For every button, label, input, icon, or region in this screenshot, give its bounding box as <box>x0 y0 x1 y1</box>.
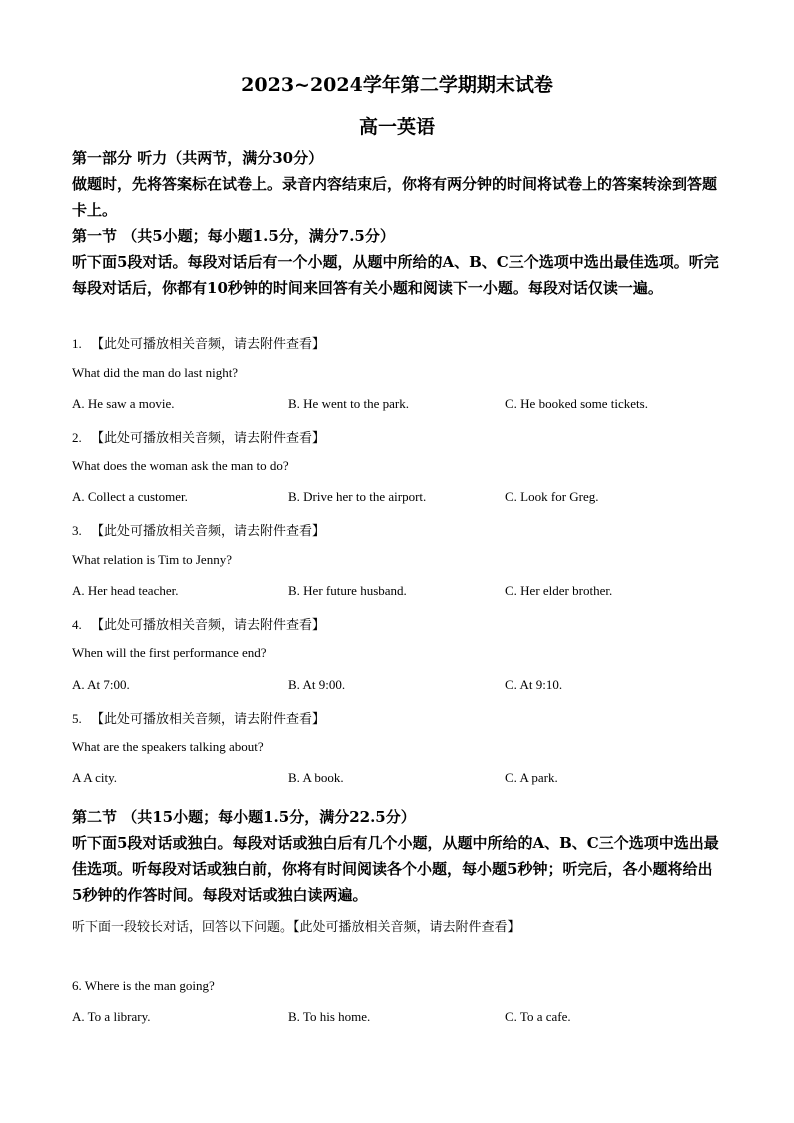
question-5-option-c[interactable]: C. A park. <box>505 770 558 785</box>
question-3-option-a[interactable]: A. Her head teacher. <box>72 583 179 598</box>
audio-note[interactable]: 【此处可播放相关音频，请去附件查看】 <box>91 523 326 538</box>
part1-instructions: 做题时，先将答案标在试卷上。录音内容结束后，你将有两分钟的时间将试卷上的答案转涂到答题卡上。 <box>72 175 718 219</box>
section2-heading: 第二节 （共15小题；每小题1.5分，满分22.5分） <box>72 808 416 826</box>
question-3-header <box>72 520 325 539</box>
dialogue-note[interactable]: 听下面一段较长对话，回答以下问题。【此处可播放相关音频，请去附件查看】 <box>72 919 521 934</box>
question-2-text: What does the woman ask the man to do? <box>72 458 289 473</box>
question-1-option-a[interactable]: A. He saw a movie. <box>72 396 175 411</box>
question-4-text: When will the first performance end? <box>72 645 267 660</box>
question-1-text: What did the man do last night? <box>72 365 239 380</box>
question-5-text: What are the speakers talking about? <box>72 739 264 754</box>
question-number: 4. <box>72 617 82 632</box>
question-4-option-a[interactable]: A. At 7:00. <box>72 677 130 692</box>
question-number: 3. <box>72 523 82 538</box>
question-2-header <box>72 427 325 446</box>
question-3-option-b[interactable]: B. Her future husband. <box>288 583 407 598</box>
section1-instructions: 听下面5段对话。每段对话后有一个小题，从题中所给的A、B、C三个选项中选出最佳选项。听完每段对话后，你都有10秒钟的时间来回答有关小题和阅读下一小题。每段对话仅读一遍。 <box>72 253 719 297</box>
question-4-option-c[interactable]: C. At 9:10. <box>505 677 563 692</box>
question-2-option-a[interactable]: A. Collect a customer. <box>72 489 188 504</box>
exam-subtitle: 高一英语 <box>358 116 435 138</box>
question-1-option-b[interactable]: B. He went to the park. <box>288 396 409 411</box>
question-5-header <box>72 708 325 727</box>
section2-instructions: 听下面5段对话或独白。每段对话或独白后有几个小题，从题中所给的A、B、C三个选项中选出最佳选项。听每段对话或独白前，你将有时间阅读各个小题，每小题5秒钟；听完后，各小题将给出5秒钟的作答时间。每段对话或独白读两遍。 <box>72 834 719 904</box>
question-2-option-b[interactable]: B. Drive her to the airport. <box>288 489 427 504</box>
audio-note[interactable]: 【此处可播放相关音频，请去附件查看】 <box>91 617 326 632</box>
exam-title: 2023~2024学年第二学期期末试卷 <box>241 74 553 96</box>
question-3-option-c[interactable]: C. Her elder brother. <box>505 583 613 598</box>
question-number: 1. <box>72 336 82 351</box>
audio-note[interactable]: 【此处可播放相关音频，请去附件查看】 <box>91 711 326 726</box>
question-1-header <box>72 333 325 352</box>
question-5-option-a[interactable]: A A city. <box>72 770 118 785</box>
audio-note[interactable]: 【此处可播放相关音频，请去附件查看】 <box>91 336 326 351</box>
question-5-option-b[interactable]: B. A book. <box>288 770 344 785</box>
question-4-option-b[interactable]: B. At 9:00. <box>288 677 346 692</box>
question-number: 5. <box>72 711 82 726</box>
question-3-text: What relation is Tim to Jenny? <box>72 552 232 567</box>
part1-heading: 第一部分 听力（共两节，满分30分） <box>72 149 324 167</box>
question-number: 2. <box>72 430 82 445</box>
question-1-option-c[interactable]: C. He booked some tickets. <box>505 396 648 411</box>
question-2-option-c[interactable]: C. Look for Greg. <box>505 489 599 504</box>
audio-note[interactable]: 【此处可播放相关音频，请去附件查看】 <box>91 430 326 445</box>
section1-heading: 第一节 （共5小题；每小题1.5分，满分7.5分） <box>72 227 395 245</box>
question-6-text: 6. Where is the man going? <box>72 978 215 993</box>
question-4-header <box>72 614 325 633</box>
question-6-option-c[interactable]: C. To a cafe. <box>505 1009 571 1024</box>
question-6-option-b[interactable]: B. To his home. <box>288 1009 371 1024</box>
question-6-option-a[interactable]: A. To a library. <box>72 1009 151 1024</box>
